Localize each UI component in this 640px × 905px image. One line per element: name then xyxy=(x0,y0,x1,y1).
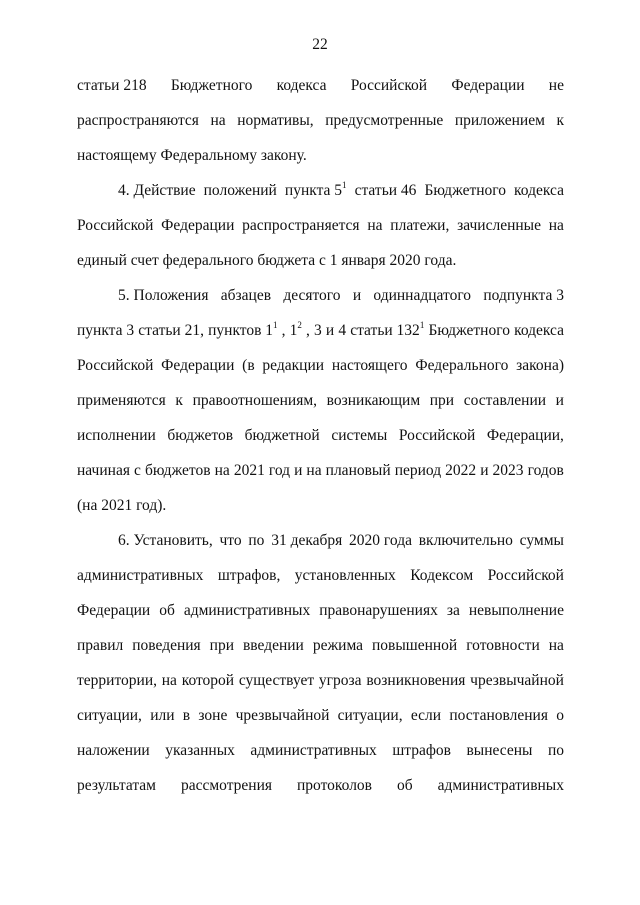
word: на xyxy=(548,217,564,234)
word: административных xyxy=(77,567,204,584)
text-line xyxy=(77,636,564,656)
word: статьи $132^1$ xyxy=(350,319,425,339)
word: распространяется xyxy=(242,217,360,234)
word: включительно xyxy=(418,532,513,549)
word: составлении xyxy=(463,392,547,409)
text-line: единый счет федерального бюджета с 1 января 2020 года. xyxy=(77,252,457,269)
word: и xyxy=(294,462,303,479)
text-line xyxy=(118,181,564,201)
word: на xyxy=(210,112,226,129)
text-line xyxy=(77,391,564,411)
word: при xyxy=(209,637,234,654)
word: пункта 3 xyxy=(77,322,135,339)
page-number: 22 xyxy=(312,36,328,53)
text-line xyxy=(77,601,564,621)
word: бюджетов xyxy=(167,427,234,444)
word: на xyxy=(214,462,230,479)
word: вынесены xyxy=(466,742,533,759)
text-line xyxy=(77,706,564,726)
word: возникновения xyxy=(366,672,466,689)
word: штрафов, xyxy=(217,567,281,584)
word: 2022 xyxy=(445,462,477,479)
text-line xyxy=(118,531,564,551)
word: не xyxy=(548,77,564,94)
word: 4. Действие xyxy=(118,182,196,199)
word: к xyxy=(175,392,183,409)
text-line xyxy=(77,111,564,131)
word: протоколов xyxy=(297,777,373,794)
word: , xyxy=(281,322,286,339)
word: на xyxy=(367,217,383,234)
text-line xyxy=(77,426,564,446)
word: на xyxy=(306,462,322,479)
word: Российской xyxy=(398,427,476,444)
word: Российской xyxy=(487,567,564,584)
word: на xyxy=(548,637,564,654)
text-line xyxy=(77,461,564,481)
word: распространяются xyxy=(77,112,199,129)
word: начиная xyxy=(77,462,130,479)
text-line xyxy=(77,216,564,236)
word: которой xyxy=(181,672,235,689)
word: предусмотренные xyxy=(325,112,444,129)
word: абзацев xyxy=(220,287,272,304)
text-line xyxy=(77,356,564,376)
word: настоящего xyxy=(331,357,408,374)
word: подпункта 3 xyxy=(483,287,564,304)
text-line: (на 2021 год). xyxy=(77,497,167,514)
word: чрезвычайной xyxy=(470,672,564,689)
word: об xyxy=(159,602,175,619)
word: правонарушениях xyxy=(319,602,438,619)
word: территории, xyxy=(77,672,157,689)
word: платежи, xyxy=(390,217,450,234)
word: и xyxy=(555,392,564,409)
word: Федерации xyxy=(451,77,525,94)
word: за xyxy=(446,602,460,619)
text-line xyxy=(77,321,564,341)
word: по xyxy=(248,532,265,549)
word: и xyxy=(325,322,335,339)
word: кодекса xyxy=(276,77,327,94)
word: Бюджетного xyxy=(424,182,506,199)
word: наложении xyxy=(77,742,150,759)
word: или xyxy=(150,707,175,724)
word: административных xyxy=(437,777,564,794)
word: Российской xyxy=(350,77,428,94)
word: кодекса xyxy=(514,182,564,199)
superscript: 1 xyxy=(419,319,425,330)
text-line xyxy=(77,76,564,96)
word: Федерации xyxy=(161,217,235,234)
word: Федерации, xyxy=(486,427,564,444)
word: $1^2$ xyxy=(289,319,302,339)
word: угроза xyxy=(318,672,362,689)
word: плановый xyxy=(325,462,391,479)
word: суммы xyxy=(519,532,564,549)
word: 31 декабря xyxy=(271,532,343,549)
word: на xyxy=(161,672,177,689)
word: пунктов $1^1$ xyxy=(208,319,278,339)
word: Бюджетного xyxy=(428,322,510,339)
word: административных xyxy=(250,742,377,759)
word: существует xyxy=(238,672,315,689)
text-line xyxy=(77,566,564,586)
text-line: настоящему Федеральному закону. xyxy=(77,147,307,164)
word: Бюджетного xyxy=(170,77,253,94)
word: правил xyxy=(77,637,124,654)
word: и xyxy=(352,287,362,304)
word: Кодексом xyxy=(410,567,474,584)
word: установленных xyxy=(294,567,396,584)
word: невыполнение xyxy=(468,602,564,619)
word: 2023 xyxy=(492,462,524,479)
word: к xyxy=(556,112,564,129)
superscript: 1 xyxy=(273,319,278,330)
word: в xyxy=(182,707,191,724)
text-line xyxy=(77,776,564,796)
word: готовности xyxy=(466,637,540,654)
word: 6. Установить, xyxy=(118,532,213,549)
word: кодекса xyxy=(514,322,564,339)
word: статьи 21, xyxy=(138,322,204,339)
word: Федерации xyxy=(77,602,151,619)
word: зоне xyxy=(198,707,228,724)
word: исполнении xyxy=(77,427,156,444)
word: поведения xyxy=(132,637,201,654)
word: Федерации xyxy=(161,357,235,374)
word: введении xyxy=(242,637,304,654)
word: указанных xyxy=(165,742,235,759)
word: закона) xyxy=(516,357,564,374)
word: статьи 218 xyxy=(77,77,147,94)
word: что xyxy=(219,532,242,549)
word: ситуации, xyxy=(337,707,403,724)
text-line xyxy=(77,741,564,761)
word: (в xyxy=(242,357,255,374)
word: постановления xyxy=(449,707,548,724)
word: рассмотрения xyxy=(180,777,273,794)
word: одиннадцатого xyxy=(373,287,472,304)
word: приложением xyxy=(454,112,545,129)
word: редакции xyxy=(262,357,325,374)
word: об xyxy=(396,777,413,794)
word: ситуации, xyxy=(77,707,142,724)
word: Федерального xyxy=(415,357,509,374)
word: пункта $5^1$ xyxy=(284,179,347,199)
word: 5. Положения xyxy=(118,287,209,304)
word: зачисленные xyxy=(457,217,541,234)
word: положений xyxy=(203,182,277,199)
superscript: 2 xyxy=(297,319,302,330)
word: , xyxy=(306,322,310,339)
word: 2021 xyxy=(233,462,265,479)
word: 3 xyxy=(314,322,322,339)
word: Российской xyxy=(77,217,154,234)
word: и xyxy=(480,462,489,479)
word: по xyxy=(547,742,564,759)
word: системы xyxy=(331,427,388,444)
word: применяются xyxy=(77,392,166,409)
word: если xyxy=(410,707,442,724)
word: 4 xyxy=(338,322,347,339)
word: повышенной xyxy=(372,637,458,654)
text-line xyxy=(118,286,564,306)
word: о xyxy=(556,707,564,724)
word: возникающим xyxy=(326,392,421,409)
word: десятого xyxy=(283,287,341,304)
word: нормативы, xyxy=(237,112,314,129)
word: результатам xyxy=(77,777,156,794)
word: с xyxy=(134,462,141,479)
word: штрафов xyxy=(392,742,451,759)
text-line xyxy=(77,671,564,691)
word: годов xyxy=(527,462,564,479)
word: бюджетов xyxy=(144,462,211,479)
word: при xyxy=(429,392,455,409)
superscript: 1 xyxy=(342,179,347,190)
word: бюджетной xyxy=(244,427,320,444)
word: год xyxy=(268,462,291,479)
word: Российской xyxy=(77,357,154,374)
word: 2020 года xyxy=(349,532,412,549)
word: чрезвычайной xyxy=(235,707,330,724)
word: статьи 46 xyxy=(354,182,417,199)
word: правоотношениям, xyxy=(192,392,318,409)
word: административных xyxy=(183,602,311,619)
word: режима xyxy=(312,637,364,654)
word: период xyxy=(394,462,442,479)
